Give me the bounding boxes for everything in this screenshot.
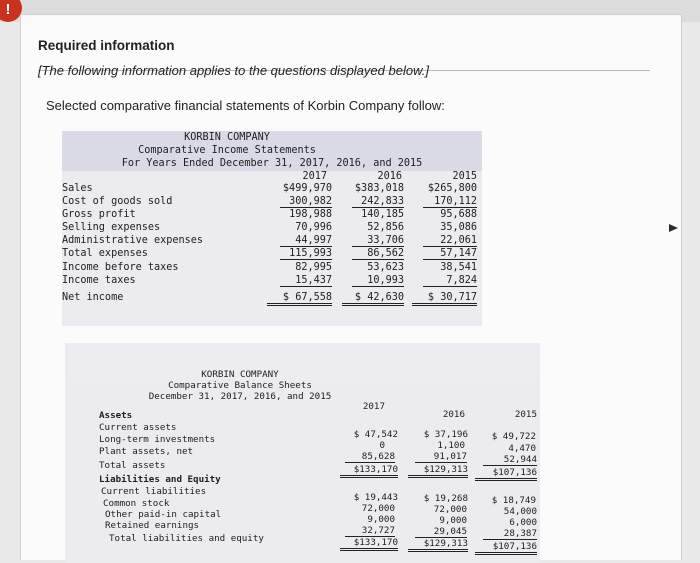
row-value: $ 19,443 — [353, 492, 398, 503]
row-value: 300,982 — [280, 196, 332, 208]
row-label: Sales — [62, 183, 93, 194]
row-value: 54,000 — [503, 506, 537, 517]
row-value: 72,000 — [433, 504, 467, 515]
row-value: 9,000 — [439, 515, 467, 526]
row-label: Current assets — [99, 422, 177, 433]
row-value: 52,856 — [367, 222, 404, 233]
income-company: KORBIN COMPANY — [184, 132, 270, 143]
row-label: Selling expenses — [62, 222, 161, 233]
required-info-title: Required information — [38, 38, 175, 53]
row-value: $383,018 — [354, 183, 404, 194]
balance-company: KORBIN COMPANY — [201, 369, 279, 380]
row-value: 22,061 — [423, 235, 477, 247]
income-year: 2017 — [302, 171, 327, 182]
row-value: $ 18,749 — [491, 495, 536, 506]
balance-year: 2016 — [442, 409, 465, 420]
balance-sheet — [65, 343, 540, 563]
row-value: $ 37,196 — [423, 429, 468, 440]
row-value: 44,997 — [280, 235, 332, 247]
row-label: Current liabilities — [101, 486, 207, 497]
row-value: $129,313 — [408, 464, 468, 478]
content-panel — [20, 14, 682, 560]
row-label: Total liabilities and equity — [109, 533, 264, 544]
row-label: Total expenses — [62, 248, 148, 259]
income-period: For Years Ended December 31, 2017, 2016, and 2015 — [121, 158, 423, 169]
row-value: 170,112 — [423, 196, 477, 208]
row-label: Plant assets, net — [99, 446, 194, 457]
row-value: 85,628 — [345, 451, 395, 463]
row-label: Income taxes — [62, 275, 136, 286]
row-value: 242,833 — [352, 196, 404, 208]
row-value: 9,000 — [367, 514, 395, 525]
row-label: Other paid-in capital — [105, 509, 222, 520]
balance-year: 2017 — [362, 401, 385, 412]
row-label: Income before taxes — [62, 262, 179, 273]
row-value: 7,824 — [423, 275, 477, 287]
income-year: 2015 — [452, 171, 477, 182]
row-value: 6,000 — [509, 517, 537, 528]
row-value: 70,996 — [295, 222, 332, 233]
row-value: $129,313 — [408, 538, 468, 552]
alert-icon: ! — [0, 0, 22, 22]
row-value: 95,688 — [440, 209, 477, 220]
row-value: 115,993 — [280, 248, 332, 260]
row-label: Net income — [62, 292, 124, 303]
row-value: 140,185 — [361, 209, 404, 220]
row-label: Gross profit — [62, 209, 136, 220]
row-value: 57,147 — [423, 248, 477, 260]
row-value: 29,045 — [415, 526, 467, 538]
row-value: 82,995 — [295, 262, 332, 273]
row-label: Cost of goods sold — [62, 196, 173, 207]
row-value: $133,170 — [340, 537, 398, 551]
row-value: $ 49,722 — [491, 431, 536, 442]
row-value: 32,727 — [345, 525, 395, 537]
row-value: $499,970 — [282, 183, 332, 194]
row-value: 4,470 — [508, 443, 536, 454]
expand-arrow-icon[interactable] — [669, 224, 678, 232]
row-value: 0 — [379, 440, 385, 451]
row-value: 198,988 — [289, 209, 332, 220]
row-value: $133,170 — [340, 464, 398, 478]
row-label: Administrative expenses — [62, 235, 204, 246]
income-year: 2016 — [377, 171, 402, 182]
row-value: 38,541 — [440, 262, 477, 273]
assets-heading: Assets — [99, 410, 133, 421]
row-value: 86,562 — [352, 248, 404, 260]
row-value: $ 47,542 — [353, 429, 398, 440]
income-title: Comparative Income Statements — [138, 145, 316, 156]
info-note: [The following information applies to the questions displayed below.] — [38, 63, 429, 78]
row-value: $ 19,268 — [423, 493, 468, 504]
balance-year: 2015 — [514, 409, 537, 420]
row-label: Common stock — [103, 498, 170, 509]
row-value: $ 67,558 — [267, 292, 332, 306]
row-value: 91,017 — [415, 451, 467, 463]
row-value: 53,623 — [367, 262, 404, 273]
row-value: $107,136 — [475, 541, 537, 555]
intro-text: Selected comparative financial statements of Korbin Company follow: — [46, 98, 445, 113]
income-statement — [62, 131, 482, 326]
row-value: 52,944 — [483, 454, 537, 466]
row-label: Long-term investments — [99, 434, 216, 445]
balance-period: December 31, 2017, 2016, and 2015 — [148, 391, 332, 402]
row-value: 1,100 — [437, 440, 465, 451]
row-value: $ 30,717 — [412, 292, 477, 306]
row-value: $107,136 — [475, 467, 537, 481]
row-value: 72,000 — [361, 503, 395, 514]
liabilities-heading: Liabilities and Equity — [99, 474, 221, 485]
row-label: Total assets — [99, 460, 166, 471]
row-value: 33,706 — [352, 235, 404, 247]
row-label: Retained earnings — [105, 520, 200, 531]
row-value: 15,437 — [280, 275, 332, 287]
balance-title: Comparative Balance Sheets — [168, 380, 312, 391]
row-value: $ 42,630 — [342, 292, 404, 306]
row-value: 35,086 — [440, 222, 477, 233]
row-value: $265,800 — [427, 183, 477, 194]
row-value: 28,387 — [483, 528, 537, 540]
row-value: 10,993 — [352, 275, 404, 287]
